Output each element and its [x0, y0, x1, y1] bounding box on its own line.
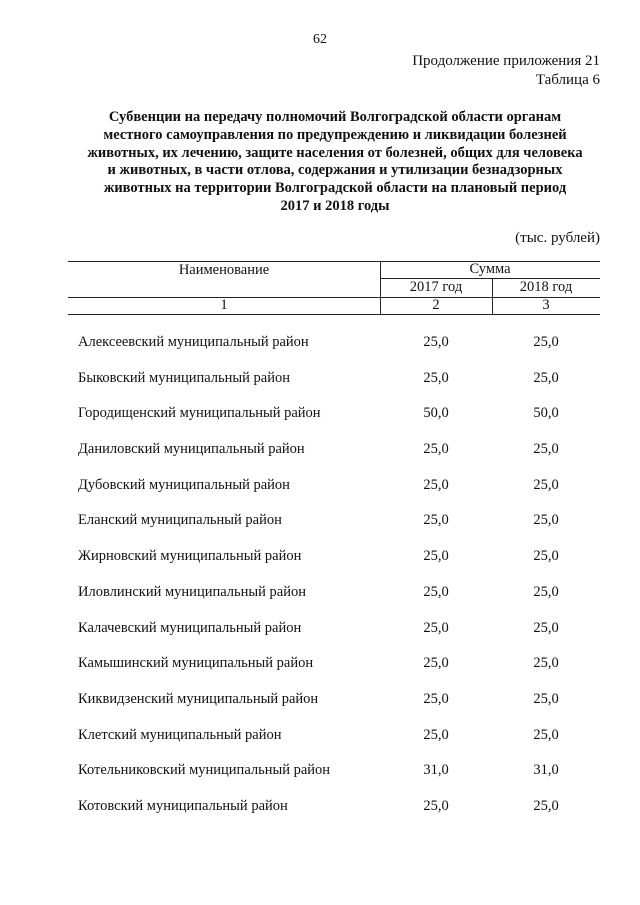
value-2017: 25,0 [423, 441, 449, 458]
title-line: 2017 и 2018 годы [280, 197, 390, 214]
document-title [70, 109, 600, 216]
value-2017: 25,0 [423, 512, 449, 529]
table-row [0, 541, 640, 577]
table-row [0, 755, 640, 791]
title-line: животных на территории Волгоградской области на плановый период [103, 180, 567, 197]
table-body [0, 327, 640, 827]
value-2018: 25,0 [533, 797, 559, 814]
district-name: Котельниковский муниципальный район [78, 762, 331, 779]
district-name: Калачевский муниципальный район [78, 619, 302, 636]
table-row [0, 434, 640, 470]
table-row [0, 505, 640, 541]
district-name: Котовский муниципальный район [78, 797, 288, 814]
value-2018: 25,0 [533, 583, 559, 600]
district-name: Городищенский муниципальный район [78, 405, 321, 422]
table-row [0, 791, 640, 827]
value-2018: 25,0 [533, 619, 559, 636]
table-label: Таблица 6 [535, 72, 600, 88]
table-row [0, 577, 640, 613]
value-2018: 31,0 [533, 762, 559, 779]
value-2017: 25,0 [423, 476, 449, 493]
district-name: Дубовский муниципальный район [78, 476, 290, 493]
title-line: и животных, в части отлова, содержания и утилизации безнадзорных [107, 162, 563, 179]
value-2017: 25,0 [423, 797, 449, 814]
district-name: Иловлинский муниципальный район [78, 583, 306, 600]
value-2017: 25,0 [423, 690, 449, 707]
district-name: Даниловский муниципальный район [78, 441, 305, 458]
column-number-2: 2 [432, 297, 440, 313]
value-2017: 25,0 [423, 619, 449, 636]
table-row [0, 470, 640, 506]
units-label: (тыс. рублей) [515, 230, 600, 246]
page-number: 62 [313, 32, 327, 47]
value-2018: 25,0 [533, 512, 559, 529]
value-2017: 50,0 [423, 405, 449, 422]
header-bottom-rule [68, 314, 600, 315]
value-2017: 25,0 [423, 655, 449, 672]
value-2017: 25,0 [423, 548, 449, 565]
title-line: животных, их лечению, защите населения от болезней, общих для человека [87, 144, 583, 161]
value-2018: 25,0 [533, 726, 559, 743]
value-2018: 25,0 [533, 334, 559, 350]
district-name: Киквидзенский муниципальный район [78, 690, 319, 707]
district-name: Еланский муниципальный район [78, 512, 282, 529]
district-name: Быковский муниципальный район [78, 369, 290, 386]
title-line: местного самоуправления по предупреждению и ликвидации болезней [103, 126, 567, 143]
column-header-sum: Сумма [469, 261, 511, 277]
district-name: Камышинский муниципальный район [78, 655, 314, 672]
table-row [0, 398, 640, 434]
table-row [0, 720, 640, 756]
table-row [0, 613, 640, 649]
table-row [0, 327, 640, 363]
value-2018: 25,0 [533, 441, 559, 458]
value-2018: 25,0 [533, 548, 559, 565]
appendix-header [412, 52, 600, 90]
value-2018: 25,0 [533, 655, 559, 672]
table-row [0, 363, 640, 399]
column-header-name: Наименование [178, 262, 270, 278]
title-line: Субвенции на передачу полномочий Волгоградской области органам [108, 109, 562, 125]
value-2018: 25,0 [533, 369, 559, 386]
value-2017: 31,0 [423, 762, 449, 779]
district-name: Жирновский муниципальный район [78, 548, 302, 565]
table-row [0, 648, 640, 684]
column-header-2017: 2017 год [409, 279, 463, 295]
column-header-2018: 2018 год [519, 279, 573, 295]
value-2018: 50,0 [533, 405, 559, 422]
column-number-3: 3 [542, 297, 550, 313]
value-2018: 25,0 [533, 476, 559, 493]
district-name: Алексеевский муниципальный район [78, 334, 309, 350]
table-header [68, 261, 600, 317]
column-number-1: 1 [220, 297, 228, 313]
value-2018: 25,0 [533, 690, 559, 707]
value-2017: 25,0 [423, 726, 449, 743]
value-2017: 25,0 [423, 369, 449, 386]
district-name: Клетский муниципальный район [78, 726, 282, 743]
value-2017: 25,0 [423, 334, 449, 350]
value-2017: 25,0 [423, 583, 449, 600]
table-row [0, 684, 640, 720]
appendix-continuation: Продолжение приложения 21 [412, 53, 600, 69]
